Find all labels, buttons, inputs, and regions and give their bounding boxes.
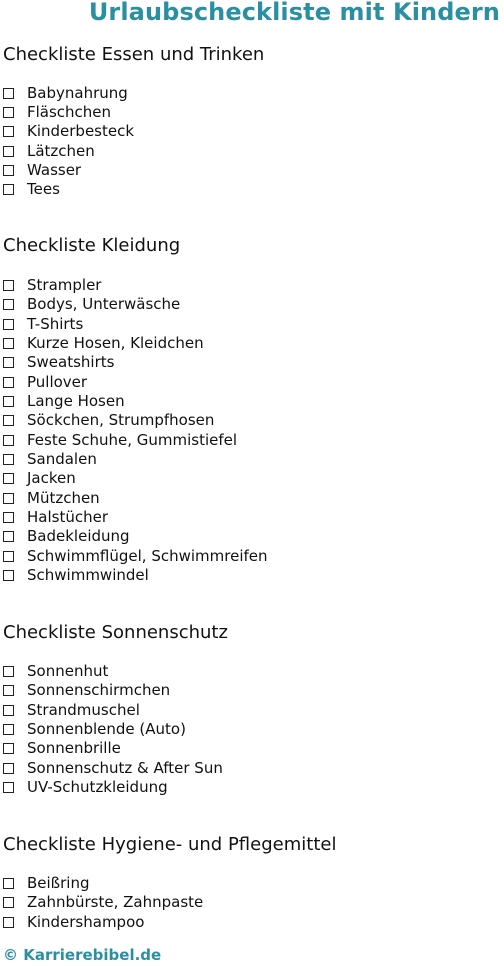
checklist-item-label: Strandmuschel bbox=[27, 701, 140, 719]
checkbox[interactable] bbox=[3, 512, 14, 523]
checklist-item-label: Feste Schuhe, Gummistiefel bbox=[27, 431, 238, 449]
checklist-item-label: Kindershampoo bbox=[27, 913, 145, 931]
checklist-item-label: Kinderbesteck bbox=[27, 122, 135, 140]
checklist-item[interactable] bbox=[0, 778, 168, 797]
checkbox[interactable] bbox=[3, 917, 14, 928]
checklist-item[interactable] bbox=[0, 662, 108, 681]
checklist-item-label: Schwimmflügel, Schwimmreifen bbox=[27, 547, 268, 565]
checkbox[interactable] bbox=[3, 280, 14, 291]
checklist-item-label: Sweatshirts bbox=[27, 353, 115, 371]
checklist-item-label: Kurze Hosen, Kleidchen bbox=[27, 334, 204, 352]
checkbox[interactable] bbox=[3, 357, 14, 368]
checklist-item-label: Sonnenschutz & After Sun bbox=[27, 759, 223, 777]
checklist-item[interactable] bbox=[0, 411, 214, 430]
checkbox[interactable] bbox=[3, 338, 14, 349]
checklist-item-label: Halstücher bbox=[27, 508, 108, 526]
section-heading-essen-trinken: Checkliste Essen und Trinken bbox=[3, 44, 265, 65]
checkbox[interactable] bbox=[3, 551, 14, 562]
checklist-item[interactable] bbox=[0, 122, 134, 141]
checklist-item-label: Sonnenhut bbox=[27, 662, 109, 680]
section-heading-hygiene: Checkliste Hygiene- und Pflegemittel bbox=[3, 834, 337, 855]
checklist-item[interactable] bbox=[0, 103, 111, 122]
checklist-item[interactable] bbox=[0, 450, 97, 469]
checklist-item[interactable] bbox=[0, 469, 76, 488]
checklist-item[interactable] bbox=[0, 431, 237, 450]
checklist-item-label: Badekleidung bbox=[27, 527, 130, 545]
checklist-item[interactable] bbox=[0, 353, 114, 372]
checkbox[interactable] bbox=[3, 685, 14, 696]
checklist-item-label: Jacken bbox=[27, 469, 76, 487]
checkbox[interactable] bbox=[3, 415, 14, 426]
checklist-item-label: Wasser bbox=[27, 161, 82, 179]
footer-copyright: © Karrierebibel.de bbox=[3, 946, 162, 964]
section-heading-sonnenschutz: Checkliste Sonnenschutz bbox=[3, 622, 228, 643]
checklist-item-label: Strampler bbox=[27, 276, 102, 294]
checklist-item-label: Bodys, Unterwäsche bbox=[27, 295, 181, 313]
checklist-item-label: Mützchen bbox=[27, 489, 100, 507]
checklist-item[interactable] bbox=[0, 392, 125, 411]
checklist-item[interactable] bbox=[0, 681, 170, 700]
checklist-item[interactable] bbox=[0, 874, 90, 893]
checkbox[interactable] bbox=[3, 165, 14, 176]
checklist-item[interactable] bbox=[0, 180, 60, 199]
checklist-item-label: Fläschchen bbox=[27, 103, 112, 121]
checklist-item[interactable] bbox=[0, 739, 121, 758]
checkbox[interactable] bbox=[3, 878, 14, 889]
checklist-item[interactable] bbox=[0, 701, 140, 720]
checkbox[interactable] bbox=[3, 396, 14, 407]
checklist-item-label: Schwimmwindel bbox=[27, 566, 149, 584]
checkbox[interactable] bbox=[3, 666, 14, 677]
checklist-item-label: Sandalen bbox=[27, 450, 97, 468]
checklist-item[interactable] bbox=[0, 527, 130, 546]
checklist-item-label: Lätzchen bbox=[27, 142, 95, 160]
checklist-item-label: Pullover bbox=[27, 373, 88, 391]
checklist-item[interactable] bbox=[0, 142, 95, 161]
checklist-item[interactable] bbox=[0, 566, 149, 585]
checklist-item-label: UV-Schutzkleidung bbox=[27, 778, 168, 796]
page-title: Urlaubscheckliste mit Kindern bbox=[88, 0, 500, 26]
checklist-item-label: Sonnenblende (Auto) bbox=[27, 720, 186, 738]
checklist-item-label: T-Shirts bbox=[27, 315, 84, 333]
checklist-item[interactable] bbox=[0, 547, 268, 566]
checkbox[interactable] bbox=[3, 435, 14, 446]
checklist-item[interactable] bbox=[0, 489, 100, 508]
checkbox[interactable] bbox=[3, 146, 14, 157]
checkbox[interactable] bbox=[3, 570, 14, 581]
checklist-item-label: Tees bbox=[27, 180, 60, 198]
checklist-item[interactable] bbox=[0, 161, 81, 180]
checkbox[interactable] bbox=[3, 454, 14, 465]
checklist-item[interactable] bbox=[0, 759, 223, 778]
checklist-item-label: Sonnenbrille bbox=[27, 739, 121, 757]
checkbox[interactable] bbox=[3, 743, 14, 754]
checklist-item[interactable] bbox=[0, 295, 180, 314]
checklist-item[interactable] bbox=[0, 373, 87, 392]
checklist-item[interactable] bbox=[0, 334, 204, 353]
checkbox[interactable] bbox=[3, 299, 14, 310]
checklist-item-label: Zahnbürste, Zahnpaste bbox=[27, 893, 204, 911]
checkbox[interactable] bbox=[3, 184, 14, 195]
checkbox[interactable] bbox=[3, 897, 14, 908]
checklist-item-label: Sonnenschirmchen bbox=[27, 681, 171, 699]
checkbox[interactable] bbox=[3, 319, 14, 330]
checkbox[interactable] bbox=[3, 705, 14, 716]
checkbox[interactable] bbox=[3, 782, 14, 793]
checklist-item[interactable] bbox=[0, 893, 203, 912]
checklist-item[interactable] bbox=[0, 315, 83, 334]
checkbox[interactable] bbox=[3, 493, 14, 504]
checkbox[interactable] bbox=[3, 763, 14, 774]
checklist-item[interactable] bbox=[0, 276, 101, 295]
checklist-item[interactable] bbox=[0, 508, 108, 527]
checklist-item[interactable] bbox=[0, 720, 186, 739]
checkbox[interactable] bbox=[3, 126, 14, 137]
checklist-item-label: Beißring bbox=[27, 874, 90, 892]
checkbox[interactable] bbox=[3, 473, 14, 484]
section-heading-kleidung: Checkliste Kleidung bbox=[3, 235, 181, 256]
checklist-item-label: Babynahrung bbox=[27, 84, 128, 102]
checkbox[interactable] bbox=[3, 724, 14, 735]
checkbox[interactable] bbox=[3, 88, 14, 99]
checklist-item-label: Lange Hosen bbox=[27, 392, 125, 410]
checkbox[interactable] bbox=[3, 377, 14, 388]
checkbox[interactable] bbox=[3, 107, 14, 118]
checklist-item[interactable] bbox=[0, 913, 144, 932]
checkbox[interactable] bbox=[3, 531, 14, 542]
checklist-item-label: Söckchen, Strumpfhosen bbox=[27, 411, 215, 429]
checklist-item[interactable] bbox=[0, 84, 128, 103]
